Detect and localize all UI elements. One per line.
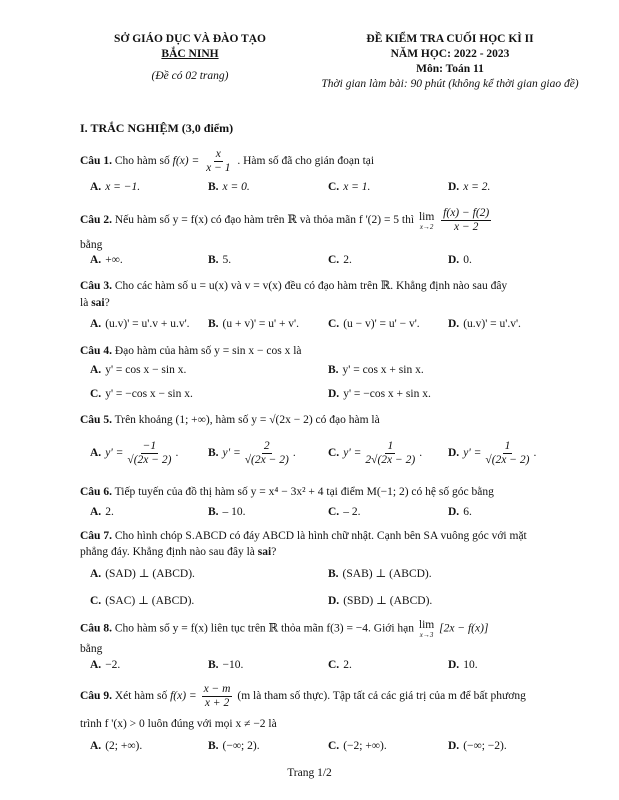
option-text: y' = −cos x − sin x. — [105, 388, 193, 400]
option-label: B. — [208, 447, 219, 460]
function-expr: f(x) = — [172, 155, 200, 168]
question-label: Câu 9. — [80, 690, 112, 703]
option-text: −10. — [222, 659, 244, 671]
option-label: A. — [90, 181, 102, 193]
option-label: A. — [90, 447, 102, 460]
question-label: Câu 5. — [80, 414, 112, 426]
question-text-tail: (m là tham số thực). Tập tất cả các giá trị của m để bất phương — [237, 690, 526, 703]
fraction-denominator: √(2x − 2) — [485, 454, 530, 466]
option-b[interactable] — [208, 659, 243, 671]
question-3 — [80, 279, 550, 294]
question-label: Câu 2. — [80, 214, 112, 227]
fraction — [125, 440, 173, 467]
options-q2 — [90, 254, 560, 270]
option-label: D. — [448, 506, 460, 518]
option-text: 6. — [463, 506, 472, 518]
question-5 — [80, 413, 550, 428]
header-right — [300, 32, 600, 92]
fraction-numerator: 2 — [263, 440, 270, 452]
option-a[interactable] — [90, 506, 114, 518]
options-q3 — [90, 318, 560, 334]
emphasis-word: sai — [257, 546, 272, 558]
options-q6 — [90, 506, 560, 522]
option-prefix: y' = — [222, 447, 241, 460]
option-a[interactable]: A. y' = $\frac{-1}{√(2x - 2)}$ . — [90, 440, 179, 466]
department-name: SỞ GIÁO DỤC VÀ ĐÀO TẠO — [114, 33, 266, 45]
fraction-numerator: x − m — [203, 683, 231, 695]
question-text: là — [80, 297, 89, 309]
option-text: 0. — [463, 254, 472, 266]
question-9-continued: trình f '(x) > 0 luôn đúng với mọi x ≠ −2 là — [80, 718, 277, 730]
question-2-continued: bằng — [80, 239, 103, 251]
option-c[interactable] — [90, 593, 194, 607]
options-q5 — [90, 440, 560, 474]
question-8 — [80, 619, 570, 639]
emphasis-word: sai — [91, 297, 105, 309]
page-count-note: (Đề có 02 trang) — [151, 70, 229, 82]
option-d[interactable] — [328, 593, 432, 607]
option-prefix: y' = — [105, 447, 124, 460]
question-9 — [80, 683, 570, 710]
option-label: A. — [90, 318, 102, 330]
option-text: (u.v)' = u'.v + u.v'. — [105, 318, 190, 330]
option-text: 2. — [105, 506, 114, 518]
fraction-denominator: x − 1 — [206, 162, 231, 174]
option-d[interactable] — [448, 740, 507, 752]
option-label: C. — [90, 595, 102, 607]
question-text: Tiếp tuyến của đồ thị hàm số y = x⁴ − 3x² + 4 tại điểm M(−1; 2) có hệ số góc bằng — [114, 486, 494, 498]
option-label: B. — [208, 506, 219, 518]
option-text: (SAC) ⊥ (ABCD). — [105, 595, 195, 607]
option-label: D. — [328, 595, 340, 607]
option-text: – 10. — [222, 506, 246, 518]
fraction-numerator: 1 — [504, 440, 511, 452]
options-q8 — [90, 659, 560, 675]
option-a[interactable] — [90, 181, 140, 193]
option-label: C. — [328, 506, 340, 518]
option-prefix: y' = — [343, 447, 362, 460]
limit-subscript: x→2 — [419, 222, 434, 231]
option-text: x = 1. — [343, 181, 371, 193]
fraction-numerator: f(x) − f(2) — [443, 207, 490, 219]
province-name: BẮC NINH — [161, 48, 219, 60]
section-title: I. TRẮC NGHIỆM (3,0 điểm) — [80, 121, 234, 135]
option-d[interactable] — [328, 388, 431, 400]
option-text: 10. — [463, 659, 478, 671]
option-d[interactable]: D. y' = $\frac{1}{√(2x - 2)}$ . — [448, 440, 537, 466]
option-label: C. — [328, 181, 340, 193]
question-6 — [80, 485, 570, 500]
limit-symbol — [419, 211, 434, 231]
option-text: 5. — [222, 254, 232, 266]
option-b[interactable] — [328, 364, 424, 376]
fraction-denominator: x − 2 — [454, 221, 479, 233]
option-text: (u − v)' = u' − v'. — [343, 318, 420, 330]
fraction — [363, 440, 417, 467]
limit-subscript: x→3 — [419, 631, 434, 639]
fraction-denominator: x + 2 — [204, 697, 230, 709]
option-c[interactable]: C. y' = $\frac{1}{2√(2x - 2)}$ . — [328, 440, 423, 466]
option-text: −2. — [105, 659, 121, 671]
option-prefix: y' = — [463, 447, 482, 460]
option-text: (SAB) ⊥ (ABCD). — [342, 568, 432, 580]
question-label: Câu 6. — [80, 486, 112, 498]
question-text: Cho hàm số y = f(x) liên tục trên ℝ thỏa mãn f(3) = −4. Giới hạn — [114, 622, 415, 635]
fraction-numerator: x — [215, 148, 221, 160]
options-q7-row2 — [90, 593, 560, 609]
option-text: +∞. — [105, 254, 123, 266]
option-d[interactable] — [448, 659, 478, 671]
question-4 — [80, 344, 550, 359]
option-label: B. — [208, 318, 219, 330]
option-c[interactable] — [328, 181, 370, 193]
option-d[interactable] — [448, 181, 490, 193]
question-text: Cho hàm số — [114, 155, 170, 168]
question-label: Câu 3. — [80, 280, 112, 292]
option-label: B. — [208, 181, 219, 193]
options-q9 — [90, 740, 560, 756]
question-text: Xét hàm số — [114, 690, 168, 703]
option-text: 2. — [343, 659, 352, 671]
option-c[interactable] — [90, 388, 193, 400]
school-year: NĂM HỌC: 2022 - 2023 — [390, 48, 510, 60]
option-text: (u + v)' = u' + v'. — [222, 318, 300, 330]
question-2 — [80, 207, 560, 234]
option-text: (u.v)' = u'.v'. — [463, 318, 521, 330]
option-label: B. — [208, 740, 219, 752]
fraction — [483, 440, 531, 467]
exam-title: ĐỀ KIỂM TRA CUỐI HỌC KÌ II — [366, 33, 534, 45]
option-label: C. — [328, 447, 340, 460]
question-text: Cho các hàm số u = u(x) và v = v(x) đều có đạo hàm trên ℝ. Khẳng định nào sau đây — [114, 280, 508, 292]
question-8-continued: bằng — [80, 643, 103, 655]
option-text: x = 0. — [222, 181, 250, 193]
question-label: Câu 1. — [80, 155, 112, 168]
option-text: 2. — [343, 254, 352, 266]
header-left — [90, 32, 290, 84]
option-label: C. — [328, 318, 340, 330]
fraction-denominator: √(2x − 2) — [244, 454, 289, 466]
limit-expression: [2x − f(x)] — [439, 622, 489, 635]
option-b[interactable] — [208, 181, 250, 193]
option-label: A. — [90, 254, 102, 266]
option-c[interactable] — [328, 254, 352, 266]
fraction-denominator: √(2x − 2) — [127, 454, 172, 466]
option-text: y' = cos x − sin x. — [105, 364, 187, 376]
option-a[interactable] — [90, 318, 190, 330]
option-label: D. — [448, 181, 460, 193]
fraction — [202, 683, 233, 710]
question-mark: ? — [104, 297, 110, 309]
option-a[interactable] — [90, 740, 142, 752]
question-text: Trên khoảng (1; +∞), hàm số y = √(2x − 2) có đạo hàm là — [114, 414, 380, 426]
option-text: x = 2. — [463, 181, 491, 193]
option-text: y' = cos x + sin x. — [342, 364, 424, 376]
option-b[interactable] — [208, 740, 260, 752]
question-text: Đạo hàm của hàm số y = sin x − cos x là — [114, 345, 302, 357]
option-label: A. — [90, 364, 102, 376]
question-mark: ? — [271, 546, 277, 558]
options-q4-row1 — [90, 364, 560, 380]
option-text: (SBD) ⊥ (ABCD). — [343, 595, 433, 607]
function-expr: f(x) = — [170, 690, 197, 703]
option-label: A. — [90, 740, 102, 752]
option-label: B. — [328, 364, 339, 376]
options-q1 — [90, 181, 560, 197]
option-d[interactable] — [448, 506, 472, 518]
question-text: phẳng đáy. Khẳng định nào sau đây là — [80, 546, 255, 558]
fraction — [204, 148, 232, 175]
option-c[interactable] — [328, 506, 360, 518]
option-text: x = −1. — [105, 181, 141, 193]
option-b[interactable] — [208, 254, 231, 266]
fraction-denominator: 2√(2x − 2) — [365, 454, 416, 466]
option-c[interactable] — [328, 318, 420, 330]
option-text: (−∞; −2). — [463, 740, 507, 752]
fraction-numerator: −1 — [142, 440, 157, 452]
fraction — [243, 440, 291, 467]
question-text: Nếu hàm số y = f(x) có đạo hàm trên ℝ và thỏa mãn f '(2) = 5 thì — [114, 214, 415, 227]
option-text: (SAD) ⊥ (ABCD). — [105, 568, 195, 580]
option-c[interactable] — [328, 659, 352, 671]
question-text: Cho hình chóp S.ABCD có đáy ABCD là hình chữ nhật. Cạnh bên SA vuông góc với mặt — [114, 530, 527, 542]
option-label: B. — [328, 568, 339, 580]
page-number: Trang 1/2 — [287, 767, 332, 779]
option-a[interactable] — [90, 659, 120, 671]
question-label: Câu 8. — [80, 622, 112, 635]
options-q7-row1 — [90, 566, 560, 582]
option-c[interactable] — [328, 740, 387, 752]
option-label: B. — [208, 254, 219, 266]
options-q4-row2 — [90, 388, 560, 404]
option-label: A. — [90, 506, 102, 518]
option-label: D. — [448, 318, 460, 330]
option-label: A. — [90, 568, 102, 580]
option-label: C. — [90, 388, 102, 400]
option-label: C. — [328, 254, 340, 266]
option-text: – 2. — [343, 506, 361, 518]
option-text: y' = −cos x + sin x. — [343, 388, 431, 400]
option-b[interactable] — [208, 506, 246, 518]
option-a[interactable] — [90, 364, 186, 376]
option-b[interactable] — [328, 566, 432, 580]
option-d[interactable] — [448, 254, 472, 266]
option-label: C. — [328, 740, 340, 752]
option-b[interactable]: B. y' = $\frac{2}{√(2x - 2)}$ . — [208, 440, 296, 466]
option-a[interactable] — [90, 254, 123, 266]
question-7-continued — [80, 545, 550, 560]
option-label: D. — [448, 254, 460, 266]
option-text: (−2; +∞). — [343, 740, 387, 752]
question-label: Câu 7. — [80, 530, 112, 542]
time-limit: Thời gian làm bài: 90 phút (không kể thời gian giao đề) — [321, 78, 579, 90]
option-label: C. — [328, 659, 340, 671]
option-label: D. — [448, 447, 460, 460]
question-7 — [80, 529, 560, 544]
option-label: A. — [90, 659, 102, 671]
option-a[interactable] — [90, 566, 195, 580]
question-label: Câu 4. — [80, 345, 112, 357]
limit-symbol — [419, 619, 434, 639]
option-text: (2; +∞). — [105, 740, 143, 752]
fraction — [441, 207, 491, 234]
option-label: D. — [328, 388, 340, 400]
question-1 — [80, 148, 550, 175]
option-label: D. — [448, 740, 460, 752]
question-text-tail: . Hàm số đã cho gián đoạn tại — [237, 155, 375, 168]
limit-word: lim — [418, 210, 435, 223]
option-label: B. — [208, 659, 219, 671]
option-d[interactable] — [448, 318, 521, 330]
option-b[interactable] — [208, 318, 299, 330]
subject: Môn: Toán 11 — [416, 63, 484, 75]
option-text: (−∞; 2). — [222, 740, 260, 752]
limit-word: lim — [418, 619, 435, 631]
fraction-numerator: 1 — [387, 440, 394, 452]
option-label: D. — [448, 659, 460, 671]
question-3-continued — [80, 296, 550, 311]
